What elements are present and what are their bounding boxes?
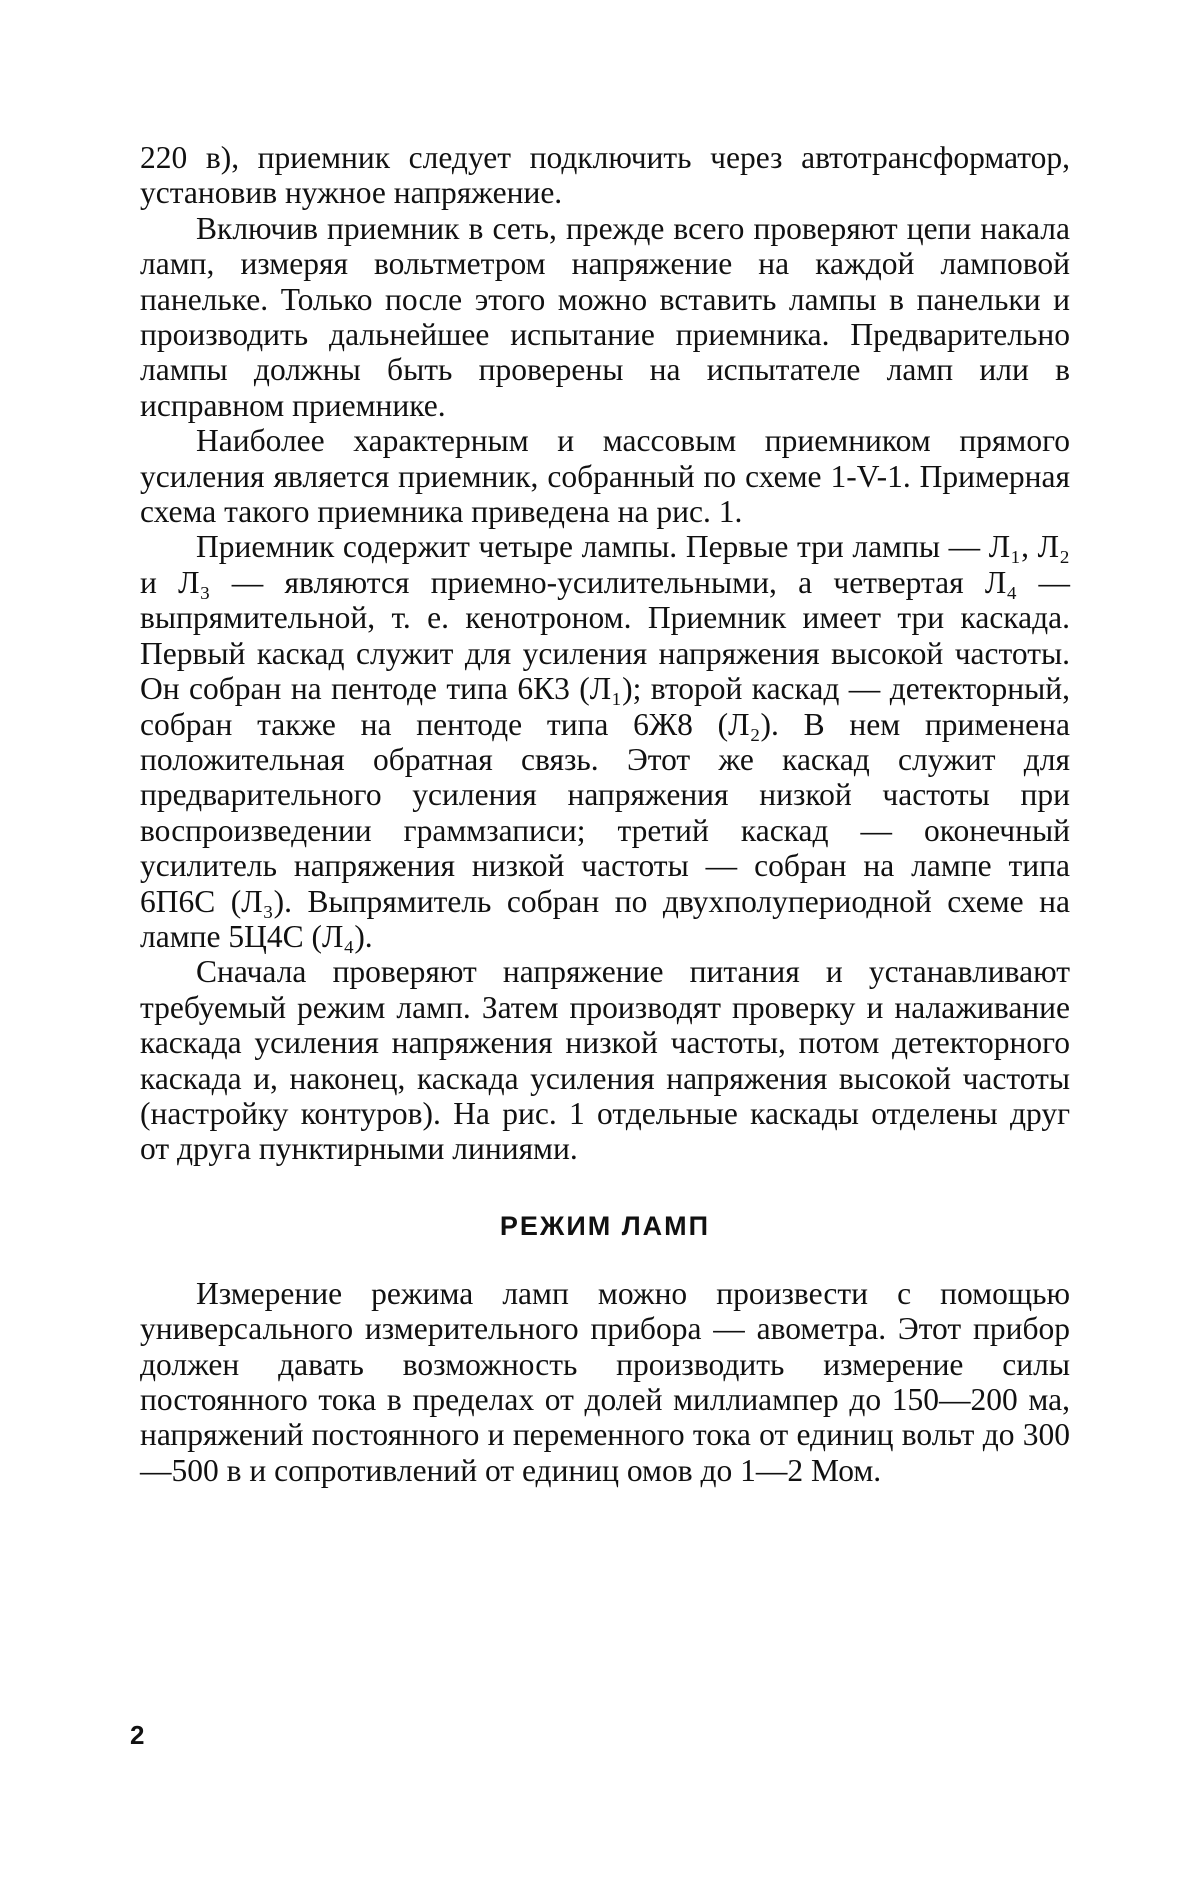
paragraph-continuation: 220 в), приемник следует подключить через автотрансформатор, установив нужное напряжение. xyxy=(140,140,1070,211)
page-body xyxy=(140,140,1070,1488)
paragraph-adjustment-order: Сначала проверяют напряжение питания и устанавливают требуемый режим ламп. Затем производят проверку и налаживание каскада усиления напряжения низкой частоты, потом детекторного каскада и, наконец, каскада усиления напряжения высокой частоты (настройку контуров). На рис. 1 отдельные каскады отделены друг от друга пунктирными линиями. xyxy=(140,954,1070,1167)
paragraph-lamp-mode: Измерение режима ламп можно произвести с помощью универсального измерительного прибора — авометра. Этот прибор должен давать возможность производить измерение силы постоянного тока в пределах от долей миллиампер до 150—200 ма, напряжений постоянного и переменного тока от единиц вольт до 300—500 в и сопротивлений от единиц омов до 1—2 Мом. xyxy=(140,1275,1070,1488)
section-heading: РЕЖИМ ЛАМП xyxy=(499,1210,711,1241)
page-number: 2 xyxy=(130,1720,145,1750)
paragraph-receiver-scheme: Наиболее характерным и массовым приемником прямого усиления является приемник, собранный по схеме 1-V-1. Примерная схема такого приемника приведена на рис. 1. xyxy=(140,423,1070,530)
paragraph-filament-check: Включив приемник в сеть, прежде всего проверяют цепи накала ламп, измеряя вольтметром напряжение на каждой ламповой панельке. Только после этого можно вставить лампы в панельки и производить дальнейшее испытание приемника. Предварительно лампы должны быть проверены на испытателе ламп или в исправном приемнике. xyxy=(140,210,1070,423)
paragraph-receiver-lamps: Приемник содержит четыре лампы. Первые три лампы — Л₁, Л₂ и Л₃ — являются приемно-усилительными, а четвертая Л₄ — выпрямительной, т. е. кенотроном. Приемник имеет три каскада. Первый каскад служит для усиления напряжения высокой частоты. Он собран на пентоде типа 6К3 (Л₁); второй каскад — детекторный, собран также на пентоде типа 6Ж8 (Л₂). В нем применена положительная обратная связь. Этот же каскад служит для предварительного усиления напряжения низкой частоты при воспроизведении граммзаписи; третий каскад — оконечный усилитель напряжения низкой частоты — собран на лампе типа 6П6С (Л₃). Выпрямитель собран по двухполупериодной схеме на лампе 5Ц4С (Л₄). xyxy=(140,529,1070,954)
